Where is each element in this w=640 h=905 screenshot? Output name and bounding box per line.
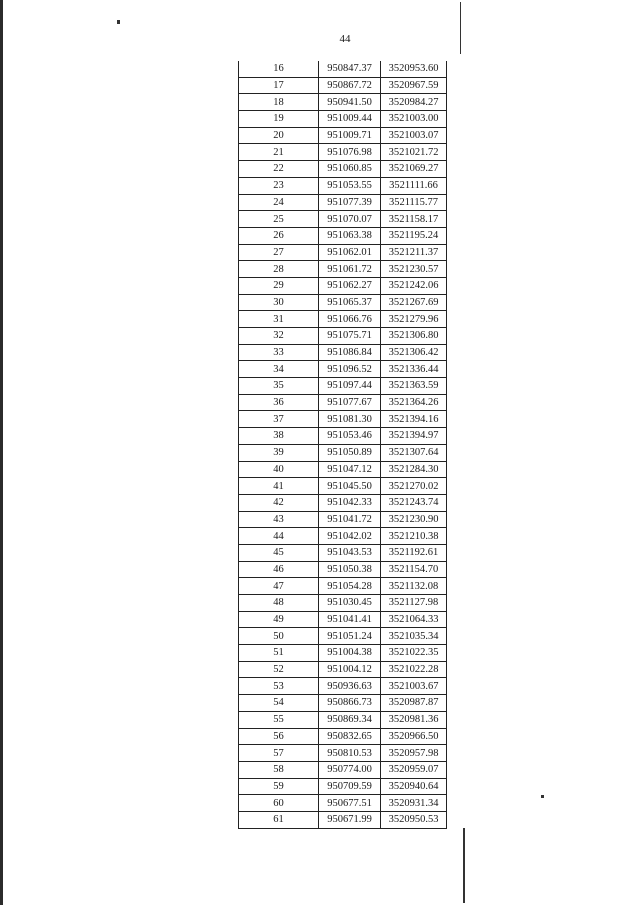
- y-coordinate-cell: 3521230.90: [381, 511, 447, 528]
- x-coordinate-cell: 951077.67: [319, 394, 381, 411]
- table-row: [239, 778, 447, 795]
- y-coordinate-cell: 3521284.30: [381, 461, 447, 478]
- point-number-cell: 29: [239, 277, 319, 294]
- table-row: [239, 311, 447, 328]
- y-coordinate-cell: 3520959.07: [381, 761, 447, 778]
- y-coordinate-cell: 3521154.70: [381, 561, 447, 578]
- point-number-cell: 33: [239, 344, 319, 361]
- table-row: [239, 144, 447, 161]
- scan-speck: [541, 795, 544, 798]
- scan-edge-left: [0, 0, 3, 905]
- y-coordinate-cell: 3521111.66: [381, 177, 447, 194]
- table-row: [239, 328, 447, 345]
- x-coordinate-cell: 951062.01: [319, 244, 381, 261]
- x-coordinate-cell: 951047.12: [319, 461, 381, 478]
- y-coordinate-cell: 3520987.87: [381, 695, 447, 712]
- table-row: [239, 795, 447, 812]
- x-coordinate-cell: 950869.34: [319, 711, 381, 728]
- y-coordinate-cell: 3521307.64: [381, 444, 447, 461]
- x-coordinate-cell: 951063.38: [319, 227, 381, 244]
- table-row: [239, 444, 447, 461]
- table-row: [239, 344, 447, 361]
- x-coordinate-cell: 951009.71: [319, 127, 381, 144]
- x-coordinate-cell: 951096.52: [319, 361, 381, 378]
- point-number-cell: 56: [239, 728, 319, 745]
- y-coordinate-cell: 3521022.28: [381, 661, 447, 678]
- y-coordinate-cell: 3521003.07: [381, 127, 447, 144]
- table-row: [239, 811, 447, 828]
- coordinates-table: [238, 61, 447, 829]
- x-coordinate-cell: 951050.38: [319, 561, 381, 578]
- y-coordinate-cell: 3520981.36: [381, 711, 447, 728]
- table-row: [239, 695, 447, 712]
- x-coordinate-cell: 951070.07: [319, 211, 381, 228]
- x-coordinate-cell: 951066.76: [319, 311, 381, 328]
- point-number-cell: 27: [239, 244, 319, 261]
- table-row: [239, 361, 447, 378]
- coordinates-table-body: [239, 61, 447, 828]
- y-coordinate-cell: 3521363.59: [381, 378, 447, 395]
- x-coordinate-cell: 950832.65: [319, 728, 381, 745]
- point-number-cell: 38: [239, 428, 319, 445]
- x-coordinate-cell: 951060.85: [319, 161, 381, 178]
- y-coordinate-cell: 3521336.44: [381, 361, 447, 378]
- x-coordinate-cell: 951042.02: [319, 528, 381, 545]
- y-coordinate-cell: 3521270.02: [381, 478, 447, 495]
- y-coordinate-cell: 3521021.72: [381, 144, 447, 161]
- point-number-cell: 30: [239, 294, 319, 311]
- table-row: [239, 678, 447, 695]
- table-row: [239, 761, 447, 778]
- y-coordinate-cell: 3520984.27: [381, 94, 447, 111]
- table-row: [239, 428, 447, 445]
- table-row: [239, 478, 447, 495]
- y-coordinate-cell: 3521394.16: [381, 411, 447, 428]
- point-number-cell: 23: [239, 177, 319, 194]
- page-number: 44: [339, 33, 351, 45]
- point-number-cell: 39: [239, 444, 319, 461]
- x-coordinate-cell: 950866.73: [319, 695, 381, 712]
- point-number-cell: 54: [239, 695, 319, 712]
- point-number-cell: 28: [239, 261, 319, 278]
- y-coordinate-cell: 3521364.26: [381, 394, 447, 411]
- x-coordinate-cell: 951004.12: [319, 661, 381, 678]
- table-row: [239, 77, 447, 94]
- table-row: [239, 211, 447, 228]
- x-coordinate-cell: 950709.59: [319, 778, 381, 795]
- point-number-cell: 37: [239, 411, 319, 428]
- x-coordinate-cell: 951086.84: [319, 344, 381, 361]
- y-coordinate-cell: 3520931.34: [381, 795, 447, 812]
- point-number-cell: 32: [239, 328, 319, 345]
- point-number-cell: 26: [239, 227, 319, 244]
- y-coordinate-cell: 3520957.98: [381, 745, 447, 762]
- point-number-cell: 51: [239, 645, 319, 662]
- y-coordinate-cell: 3521279.96: [381, 311, 447, 328]
- y-coordinate-cell: 3520966.50: [381, 728, 447, 745]
- point-number-cell: 41: [239, 478, 319, 495]
- point-number-cell: 61: [239, 811, 319, 828]
- point-number-cell: 21: [239, 144, 319, 161]
- point-number-cell: 20: [239, 127, 319, 144]
- table-row: [239, 161, 447, 178]
- table-row: [239, 461, 447, 478]
- table-row: [239, 611, 447, 628]
- x-coordinate-cell: 950774.00: [319, 761, 381, 778]
- table-row: [239, 595, 447, 612]
- point-number-cell: 25: [239, 211, 319, 228]
- x-coordinate-cell: 950810.53: [319, 745, 381, 762]
- x-coordinate-cell: 950671.99: [319, 811, 381, 828]
- point-number-cell: 50: [239, 628, 319, 645]
- table-row: [239, 661, 447, 678]
- y-coordinate-cell: 3520950.53: [381, 811, 447, 828]
- y-coordinate-cell: 3521306.42: [381, 344, 447, 361]
- x-coordinate-cell: 951097.44: [319, 378, 381, 395]
- x-coordinate-cell: 951081.30: [319, 411, 381, 428]
- y-coordinate-cell: 3521064.33: [381, 611, 447, 628]
- scan-line-top-right: [460, 2, 461, 54]
- point-number-cell: 19: [239, 111, 319, 128]
- point-number-cell: 60: [239, 795, 319, 812]
- table-row: [239, 711, 447, 728]
- point-number-cell: 22: [239, 161, 319, 178]
- table-row: [239, 628, 447, 645]
- y-coordinate-cell: 3521267.69: [381, 294, 447, 311]
- x-coordinate-cell: 951075.71: [319, 328, 381, 345]
- x-coordinate-cell: 951065.37: [319, 294, 381, 311]
- y-coordinate-cell: 3520940.64: [381, 778, 447, 795]
- table-row: [239, 645, 447, 662]
- table-row: [239, 94, 447, 111]
- point-number-cell: 46: [239, 561, 319, 578]
- x-coordinate-cell: 951045.50: [319, 478, 381, 495]
- y-coordinate-cell: 3521394.97: [381, 428, 447, 445]
- x-coordinate-cell: 951053.46: [319, 428, 381, 445]
- point-number-cell: 24: [239, 194, 319, 211]
- point-number-cell: 45: [239, 544, 319, 561]
- x-coordinate-cell: 951051.24: [319, 628, 381, 645]
- y-coordinate-cell: 3521230.57: [381, 261, 447, 278]
- x-coordinate-cell: 950867.72: [319, 77, 381, 94]
- x-coordinate-cell: 951041.72: [319, 511, 381, 528]
- x-coordinate-cell: 951043.53: [319, 544, 381, 561]
- point-number-cell: 53: [239, 678, 319, 695]
- y-coordinate-cell: 3521306.80: [381, 328, 447, 345]
- table-row: [239, 745, 447, 762]
- point-number-cell: 43: [239, 511, 319, 528]
- table-row: [239, 277, 447, 294]
- x-coordinate-cell: 950677.51: [319, 795, 381, 812]
- point-number-cell: 42: [239, 494, 319, 511]
- x-coordinate-cell: 951030.45: [319, 595, 381, 612]
- point-number-cell: 44: [239, 528, 319, 545]
- x-coordinate-cell: 951061.72: [319, 261, 381, 278]
- table-row: [239, 511, 447, 528]
- point-number-cell: 48: [239, 595, 319, 612]
- x-coordinate-cell: 951054.28: [319, 578, 381, 595]
- table-row: [239, 177, 447, 194]
- point-number-cell: 55: [239, 711, 319, 728]
- table-row: [239, 61, 447, 77]
- point-number-cell: 34: [239, 361, 319, 378]
- y-coordinate-cell: 3521127.98: [381, 595, 447, 612]
- y-coordinate-cell: 3521003.00: [381, 111, 447, 128]
- y-coordinate-cell: 3520967.59: [381, 77, 447, 94]
- table-row: [239, 194, 447, 211]
- point-number-cell: 47: [239, 578, 319, 595]
- table-row: [239, 394, 447, 411]
- table-row: [239, 227, 447, 244]
- x-coordinate-cell: 950941.50: [319, 94, 381, 111]
- y-coordinate-cell: 3521192.61: [381, 544, 447, 561]
- x-coordinate-cell: 951053.55: [319, 177, 381, 194]
- x-coordinate-cell: 951077.39: [319, 194, 381, 211]
- point-number-cell: 35: [239, 378, 319, 395]
- y-coordinate-cell: 3521022.35: [381, 645, 447, 662]
- table-row: [239, 561, 447, 578]
- y-coordinate-cell: 3521243.74: [381, 494, 447, 511]
- y-coordinate-cell: 3521195.24: [381, 227, 447, 244]
- y-coordinate-cell: 3521003.67: [381, 678, 447, 695]
- table-row: [239, 494, 447, 511]
- x-coordinate-cell: 950936.63: [319, 678, 381, 695]
- point-number-cell: 36: [239, 394, 319, 411]
- point-number-cell: 17: [239, 77, 319, 94]
- x-coordinate-cell: 951050.89: [319, 444, 381, 461]
- x-coordinate-cell: 951041.41: [319, 611, 381, 628]
- x-coordinate-cell: 950847.37: [319, 61, 381, 77]
- point-number-cell: 40: [239, 461, 319, 478]
- table-row: [239, 544, 447, 561]
- scan-line-bottom-right: [463, 828, 465, 903]
- point-number-cell: 16: [239, 61, 319, 77]
- table-row: [239, 411, 447, 428]
- table-row: [239, 244, 447, 261]
- y-coordinate-cell: 3521210.38: [381, 528, 447, 545]
- scan-speck: [117, 20, 120, 24]
- y-coordinate-cell: 3520953.60: [381, 61, 447, 77]
- table-row: [239, 294, 447, 311]
- y-coordinate-cell: 3521035.34: [381, 628, 447, 645]
- point-number-cell: 59: [239, 778, 319, 795]
- x-coordinate-cell: 951004.38: [319, 645, 381, 662]
- table-row: [239, 578, 447, 595]
- x-coordinate-cell: 951076.98: [319, 144, 381, 161]
- y-coordinate-cell: 3521115.77: [381, 194, 447, 211]
- point-number-cell: 31: [239, 311, 319, 328]
- y-coordinate-cell: 3521242.06: [381, 277, 447, 294]
- point-number-cell: 52: [239, 661, 319, 678]
- y-coordinate-cell: 3521158.17: [381, 211, 447, 228]
- x-coordinate-cell: 951062.27: [319, 277, 381, 294]
- y-coordinate-cell: 3521069.27: [381, 161, 447, 178]
- table-row: [239, 528, 447, 545]
- table-row: [239, 127, 447, 144]
- table-row: [239, 111, 447, 128]
- y-coordinate-cell: 3521132.08: [381, 578, 447, 595]
- x-coordinate-cell: 951009.44: [319, 111, 381, 128]
- x-coordinate-cell: 951042.33: [319, 494, 381, 511]
- point-number-cell: 57: [239, 745, 319, 762]
- y-coordinate-cell: 3521211.37: [381, 244, 447, 261]
- table-row: [239, 261, 447, 278]
- table-row: [239, 728, 447, 745]
- point-number-cell: 49: [239, 611, 319, 628]
- point-number-cell: 18: [239, 94, 319, 111]
- point-number-cell: 58: [239, 761, 319, 778]
- table-row: [239, 378, 447, 395]
